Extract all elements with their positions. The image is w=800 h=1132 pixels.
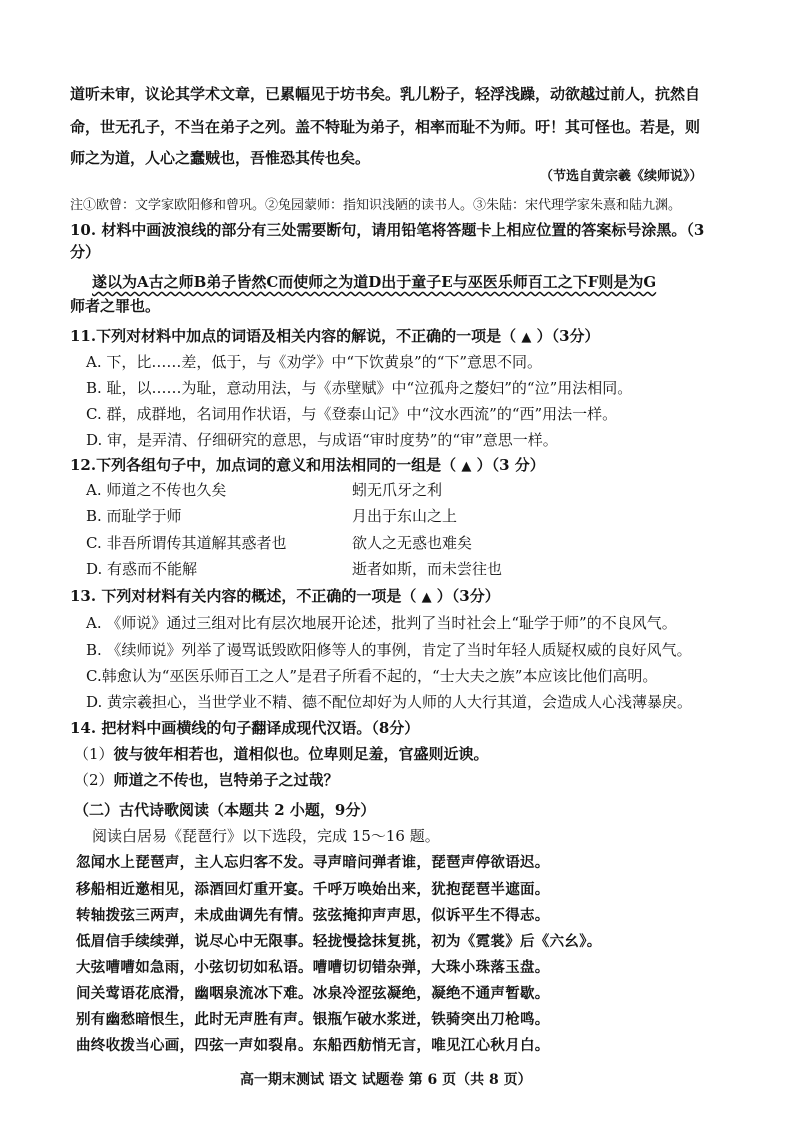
passage-line-2 bbox=[70, 117, 700, 137]
page-footer: 高一期末测试 语文 试题卷 第 6 页（共 8 页） bbox=[240, 1072, 532, 1088]
q11-option-c: C. 群，成群地，名词用作状语，与《登泰山记》中“汶水西流”的“西”用法一样。 bbox=[86, 405, 618, 423]
passage-source: （节选自黄宗羲《续师说》） bbox=[540, 169, 703, 184]
q12-option-a-right: 蚓无爪牙之利 bbox=[352, 481, 443, 499]
q12-option-d-right: 逝者如斯，而未尝往也 bbox=[352, 560, 503, 578]
poem-line-4: 低眉信手续续弹，说尽心中无限事。轻拢慢捻抹复挑，初为《霓裳》后《六幺》。 bbox=[76, 933, 602, 950]
q12-option-b-right: 月出于东山之上 bbox=[352, 507, 458, 525]
q11-option-b: B. 耻，以……为耻，意动用法，与《赤壁赋》中“泣孤舟之嫠妇”的“泣”用法相同。 bbox=[86, 379, 633, 397]
q14-sentence-1 bbox=[74, 744, 489, 764]
q11-option-d: D. 审，是弄清、仔细研究的意思，与成语“审时度势”的“审”意思一样。 bbox=[86, 431, 558, 449]
passage-line-1: 道听未审，议论其学术文章，已累幅见于坊书矣。乳儿粉子，轻浮浅躁，动欲越过前人，抗然自 bbox=[70, 85, 701, 103]
q10-wavy-text-cont: 师者之罪也。 bbox=[70, 297, 161, 315]
q13-option-a: A. 《师说》通过三组对比有层次地展开论述，批判了当时社会上“耻学于师”的不良风气。 bbox=[86, 614, 677, 632]
poem-line-5: 大弦嘈嘈如急雨，小弦切切如私语。嘈嘈切切错杂弹，大珠小珠落玉盘。 bbox=[76, 959, 550, 976]
poem-line-3: 转轴拨弦三两声，未成曲调先有情。弦弦掩抑声声思，似诉平生不得志。 bbox=[76, 907, 550, 924]
q14-sentence-1-label: （1） bbox=[74, 745, 114, 763]
q10-stem: 10. 材料中画波浪线的部分有三处需要断句，请用铅笔将答题卡上相应位置的答案标号涂黑。（3 bbox=[70, 221, 705, 239]
poem-line-1: 忽闻水上琵琶声，主人忘归客不发。寻声暗问弹者谁，琵琶声停欲语迟。 bbox=[76, 854, 550, 871]
poem-line-2: 移船相近邀相见，添酒回灯重开宴。千呼万唤始出来，犹抱琵琶半遮面。 bbox=[76, 881, 550, 898]
q12-stem-text: 12.下列各组句子中，加点词的意义和用法相同的一组是（ bbox=[70, 456, 457, 474]
q10-wavy-text: 遂以为A古之师B弟子皆然C而使师之为道D出于童子E与巫医乐师百工之下F则是为G bbox=[92, 273, 657, 291]
q13-option-b: B. 《续师说》列举了谩骂诋毁欧阳修等人的事例，肯定了当时年轻人质疑权威的良好风气。 bbox=[86, 641, 692, 659]
q13-option-c: C.韩愈认为“巫医乐师百工之人”是君子所看不起的，“士大夫之族”本应该比他们高明。 bbox=[86, 667, 658, 685]
poem-line-7: 别有幽愁暗恨生，此时无声胜有声。银瓶乍破水浆迸，铁骑突出刀枪鸣。 bbox=[76, 1011, 550, 1028]
q13-stem bbox=[70, 586, 500, 608]
q12-option-c-right: 欲人之无惑也难矣 bbox=[352, 534, 473, 552]
q13-option-d: D. 黄宗羲担心，当世学业不精、德不配位却好为人师的人大行其道，会造成人心浅薄暴戾。 bbox=[86, 693, 693, 711]
q13-score: ）（3分） bbox=[436, 587, 500, 605]
passage-line-2-start: 命，世无孔子，不当在弟子之列。盖不特耻为弟子，相率而耻不为师。吁！其可怪也。若是，则 bbox=[70, 118, 701, 136]
q12-option-b-left: B. 而耻学于师 bbox=[86, 507, 182, 525]
poem-line-8: 曲终收拨当心画，四弦一声如裂帛。东船西舫悄无言，唯见江心秋月白。 bbox=[76, 1037, 550, 1054]
q14-sentence-2-text: 师道之不传也，岂特弟子之过哉？ bbox=[113, 771, 339, 789]
q12-option-a-left: A. 师道之不传也久矣 bbox=[86, 481, 227, 499]
answer-triangle-icon: ▲ bbox=[421, 590, 432, 605]
answer-triangle-icon: ▲ bbox=[461, 459, 472, 474]
q12-score: ）（3 分） bbox=[476, 456, 545, 474]
q12-option-d-left: D. 有惑而不能解 bbox=[86, 560, 198, 578]
q14-sentence-2 bbox=[74, 770, 339, 790]
poem-line-6: 间关莺语花底滑，幽咽泉流冰下难。冰泉冷涩弦凝绝，凝绝不通声暂歇。 bbox=[76, 985, 550, 1002]
q13-stem-text: 13. 下列对材料有关内容的概述，不正确的一项是（ bbox=[70, 587, 417, 605]
answer-triangle-icon: ▲ bbox=[521, 330, 532, 345]
section-intro: 阅读白居易《琵琶行》以下选段，完成 15～16 题。 bbox=[92, 827, 440, 845]
passage-footnote: 注①欧曾：文学家欧阳修和曾巩。②兔园蒙师：指知识浅陋的读书人。③朱陆：宋代理学家朱熹和陆九渊。 bbox=[70, 198, 682, 213]
q11-stem-text: 11.下列对材料中加点的词语及相关内容的解说，不正确的一项是（ bbox=[70, 327, 517, 345]
q14-stem: 14. 把材料中画横线的句子翻译成现代汉语。（8分） bbox=[70, 719, 420, 737]
q14-sentence-1-text: 彼与彼年相若也，道相似也。位卑则足羞，官盛则近谀。 bbox=[113, 745, 489, 763]
q11-option-a: A. 下，比……差，低于，与《劝学》中“下饮黄泉”的“下”意思不同。 bbox=[86, 353, 543, 371]
passage-line-3: 师之为道，人心之蠢贼也，吾惟恐其传也矣。 bbox=[70, 149, 371, 167]
q12-option-c-left: C. 非吾所谓传其道解其惑者也 bbox=[86, 534, 287, 552]
section-heading: （二）古代诗歌阅读（本题共 2 小题，9分） bbox=[74, 801, 376, 819]
q11-stem bbox=[70, 326, 600, 348]
q11-score: ）（3分） bbox=[536, 327, 600, 345]
q12-stem bbox=[70, 455, 545, 477]
q10-stem-cont: 分） bbox=[70, 243, 101, 261]
q14-sentence-2-label: （2） bbox=[74, 771, 114, 789]
